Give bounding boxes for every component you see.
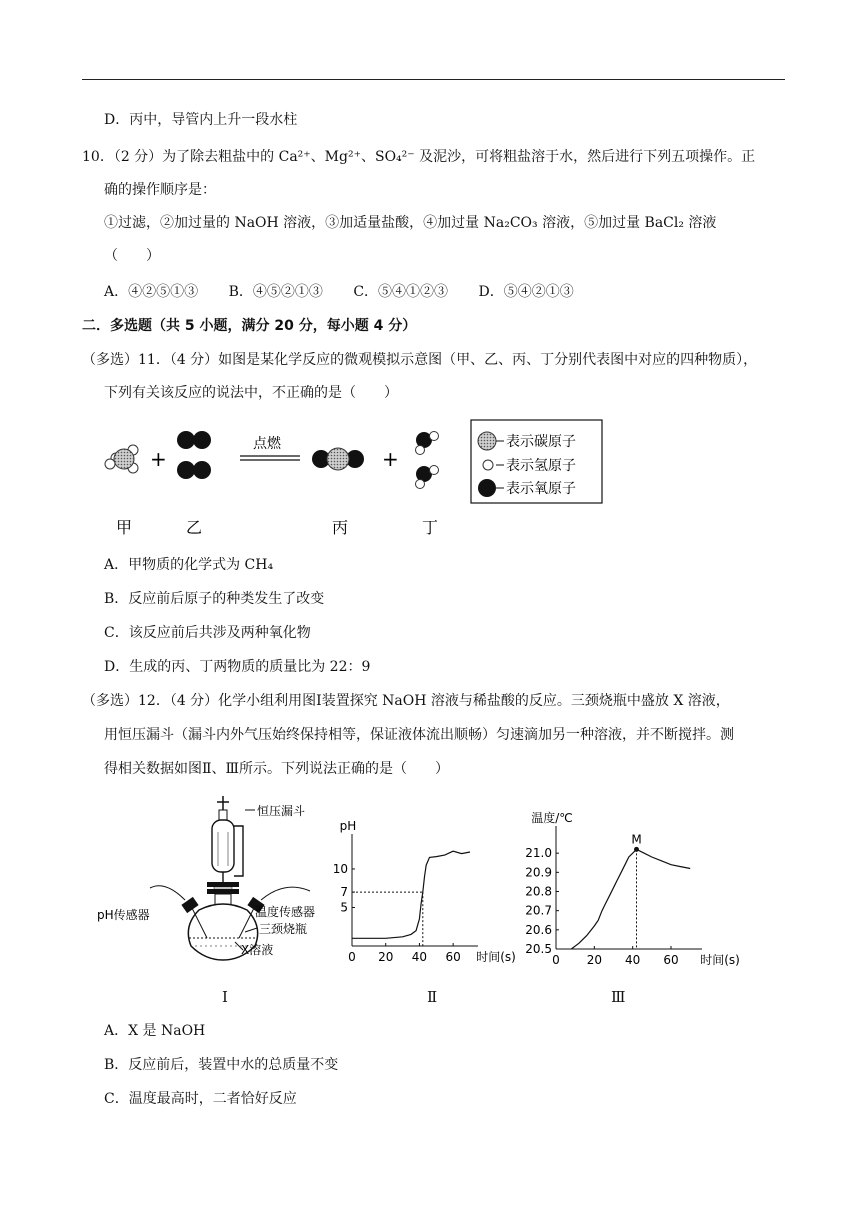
- temp-data-line: [571, 849, 690, 949]
- q11-option-d: D．生成的丙、丁两物质的质量比为 22：9: [104, 659, 371, 675]
- q12-option-c: C．温度最高时，二者恰好反应: [104, 1091, 297, 1107]
- temp-x-tick-label: 60: [663, 953, 679, 967]
- hydrogen-atom-icon: [483, 460, 493, 470]
- q10-answer-paren: （ ）: [104, 248, 160, 264]
- temp-y-tick-label: 20.7: [525, 903, 552, 918]
- ph-x-tick-label: 60: [445, 950, 461, 964]
- temp-y-tick-label: 20.9: [525, 865, 552, 880]
- legend-hydrogen: 表示氢原子: [506, 458, 576, 474]
- ph-x-tick-label: 20: [378, 950, 394, 964]
- q10-option-d: D．⑤④②①③: [478, 284, 574, 300]
- temperature-chart: [490, 811, 740, 970]
- figure-label-3: Ⅲ: [611, 988, 626, 1006]
- temp-x-axis-label: 时间(s): [700, 953, 740, 967]
- temp-y-axis-label: 温度/℃: [531, 811, 573, 825]
- label-solution: X溶液: [241, 943, 274, 957]
- q10-option-b: B．④⑤②①③: [228, 284, 323, 300]
- funnel-stopper: [219, 810, 227, 820]
- molecule-yi: [177, 431, 211, 479]
- ph-data-line: [352, 851, 470, 938]
- carbon-atom-icon: [478, 432, 496, 450]
- figure-label-2: Ⅱ: [427, 988, 438, 1006]
- q12-option-a: A．X 是 NaOH: [104, 1023, 206, 1039]
- label-bing: 丙: [332, 518, 349, 537]
- label-ding: 丁: [422, 518, 439, 537]
- temp-x-tick-label: 20: [586, 953, 602, 967]
- label-funnel: 恒压漏斗: [257, 804, 306, 818]
- molecule-bing: [312, 448, 364, 470]
- ph-y-axis-label: pH: [339, 819, 357, 833]
- plus-sign-2: +: [382, 447, 399, 471]
- q10-option-a: A．④②⑤①③: [104, 284, 199, 300]
- temp-peak-label: M: [631, 832, 642, 847]
- apparatus-figure: [95, 788, 335, 968]
- q12-stem-line3: 得相关数据如图Ⅱ、Ⅲ所示。下列说法正确的是（ ）: [104, 761, 450, 777]
- ph-y-tick-label: 5: [340, 900, 348, 915]
- ph-y-tick-label: 7: [340, 885, 348, 900]
- temp-y-tick-label: 21.0: [525, 846, 552, 861]
- reaction-condition: 点燃: [253, 436, 281, 452]
- q11-option-c: C．该反应前后共涉及两种氧化物: [104, 625, 311, 641]
- ph-chart: [320, 819, 516, 970]
- q11-option-b: B．反应前后原子的种类发生了改变: [104, 591, 325, 607]
- section-heading: 二．多选题（共 5 小题，满分 20 分，每小题 4 分）: [82, 318, 417, 334]
- oxygen-atom-icon: [478, 479, 496, 497]
- q11-stem-line1: （多选）11．（4 分）如图是某化学反应的微观模拟示意图（甲、乙、丙、丁分别代表图中对应的四种物质），: [82, 352, 758, 368]
- q10-options: [104, 282, 600, 302]
- temp-y-tick-label: 20.6: [525, 922, 552, 937]
- label-flask: 三颈烧瓶: [259, 922, 308, 936]
- label-ph-sensor: pH传感器: [97, 908, 150, 922]
- label-yi: 乙: [186, 518, 203, 537]
- label-temp-sensor: 温度传感器: [255, 905, 316, 919]
- ph-y-tick-label: 10: [332, 861, 348, 876]
- q11-stem-line2: 下列有关该反应的说法中，不正确的是（ ）: [104, 385, 398, 401]
- q10-stem-line2: 确的操作顺序是：: [104, 182, 216, 198]
- reaction-diagram: [90, 412, 610, 542]
- temp-y-tick-label: 20.5: [525, 942, 552, 956]
- legend-carbon: 表示碳原子: [506, 434, 576, 450]
- label-jia: 甲: [116, 518, 133, 537]
- temp-x-tick-label: 40: [625, 953, 641, 967]
- figure-label-1: Ⅰ: [222, 988, 228, 1006]
- molecule-jia: [105, 445, 138, 473]
- q12-stem-line2: 用恒压漏斗（漏斗内外气压始终保持相等，保证液体流出顺畅）匀速滴加另一种溶液，并不断搅拌。测: [104, 727, 734, 743]
- molecule-ding: [416, 432, 439, 489]
- q11-option-a: A．甲物质的化学式为 CH₄: [104, 557, 274, 573]
- q10-stem-line1: 10．（2 分）为了除去粗盐中的 Ca²⁺、Mg²⁺、SO₄²⁻ 及泥沙，可将粗盐溶于水，然后进行下列五项操作。正: [82, 149, 756, 165]
- temp-y-tick-label: 20.8: [525, 884, 552, 899]
- plus-sign-1: +: [150, 447, 167, 471]
- legend-oxygen: 表示氧原子: [506, 481, 576, 497]
- ph-x-tick-label: 0: [348, 950, 356, 964]
- funnel-body: [212, 820, 234, 872]
- q10-option-c: C．⑤④①②③: [353, 284, 449, 300]
- q10-operations: ①过滤，②加过量的 NaOH 溶液，③加适量盐酸，④加过量 Na₂CO₃ 溶液，⑤加过量 BaCl₂ 溶液: [104, 215, 717, 231]
- header-rule: [82, 79, 785, 80]
- ph-x-axis-label: 时间(s): [476, 950, 516, 964]
- q9-option-d: D．丙中，导管内上升一段水柱: [104, 112, 298, 128]
- ph-x-tick-label: 40: [411, 950, 428, 964]
- temp-x-tick-label: 0: [552, 953, 560, 967]
- q12-stem-line1: （多选）12．（4 分）化学小组利用图Ⅰ装置探究 NaOH 溶液与稀盐酸的反应。三颈烧瓶中盛放 X 溶液，: [82, 693, 730, 709]
- q12-option-b: B．反应前后，装置中水的总质量不变: [104, 1057, 339, 1073]
